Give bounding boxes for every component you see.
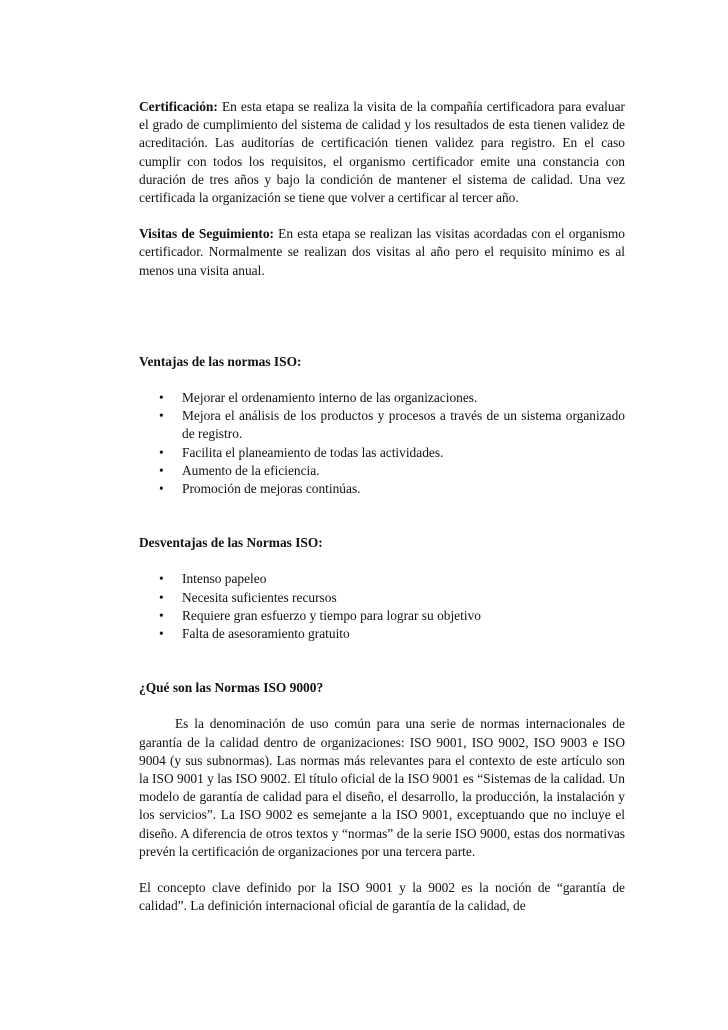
list-item: • Facilita el planeamiento de todas las actividades. — [139, 444, 625, 462]
list-item: • Falta de asesoramiento gratuito — [139, 625, 625, 643]
bullet-icon: • — [159, 481, 164, 497]
bullet-icon: • — [159, 408, 164, 424]
list-item: • Promoción de mejoras continúas. — [139, 480, 625, 498]
bullet-icon: • — [159, 607, 164, 623]
iso9000-heading: ¿Qué son las Normas ISO 9000? — [139, 680, 324, 696]
ventajas-heading: Ventajas de las normas ISO: — [139, 353, 302, 369]
certificacion-label: Certificación: — [139, 99, 218, 114]
list-item: • Requiere gran esfuerzo y tiempo para lograr su objetivo — [139, 607, 625, 625]
certificacion-text: En esta etapa se realiza la visita de la compañía certificadora para evaluar el grado de cumplimiento del sistema de calidad y los resultados de esta tienen validez de acreditación. Las auditorías de certificación tienen validez para registro. En el caso cumplir con todos los requisitos, el organismo certificador emite una constancia con duración de tres años y bajo la condición de mantener el sistema de calidad. Una vez certificada la organización se tiene que volver a certificar al tercer año. — [139, 99, 625, 206]
document-page — [139, 98, 625, 916]
bullet-icon: • — [159, 589, 164, 605]
seguimiento-text: En esta etapa se realizan las visitas acordadas con el organismo certificador. Normalmente se realizan dos visitas al año pero el requisito mínimo es al menos una visita anual. — [139, 226, 625, 278]
bullet-icon: • — [159, 390, 164, 406]
desventajas-list — [139, 570, 625, 643]
seguimiento-paragraph — [139, 225, 625, 280]
bullet-icon: • — [159, 626, 164, 642]
list-item: • Aumento de la eficiencia. — [139, 462, 625, 480]
bullet-icon: • — [159, 444, 164, 460]
seguimiento-label: Visitas de Seguimiento: — [139, 226, 275, 242]
bullet-icon: • — [159, 571, 164, 587]
ventajas-list — [139, 389, 625, 498]
bullet-icon: • — [159, 462, 164, 478]
certificacion-paragraph — [139, 98, 625, 207]
iso9000-paragraph-2: El concepto clave definido por la ISO 9001 y la 9002 es la noción de “garantía de calidad”. La definición internacional oficial de garantía de la calidad, de — [139, 880, 625, 914]
list-item: • Intenso papeleo — [139, 570, 625, 588]
list-item: • Mejorar el ordenamiento interno de las organizaciones. — [139, 389, 625, 407]
desventajas-heading: Desventajas de las Normas ISO: — [139, 535, 323, 551]
iso9000-paragraph-1: Es la denominación de uso común para una serie de normas internacionales de garantía de la calidad dentro de organizaciones: ISO 9001, ISO 9002, ISO 9003 e ISO 9004 (y sus subnormas). Las normas más relevantes para el contexto de este artículo son la ISO 9001 y las ISO 9002. El título oficial de la ISO 9001 es “Sistemas de la calidad. Un modelo de garantía de calidad para el diseño, el desarrollo, la producción, la instalación y los servicios”. La ISO 9002 es semejante a la ISO 9001, exceptuando que no incluye el diseño. A diferencia de otros textos y “normas” de la serie ISO 9000, estas dos normativas prevén la certificación de organizaciones por una tercera parte. — [139, 716, 625, 859]
list-item: • Necesita suficientes recursos — [139, 589, 625, 607]
list-item: • Mejora el análisis de los productos y procesos a través de un sistema organizado de registro. — [159, 408, 625, 442]
